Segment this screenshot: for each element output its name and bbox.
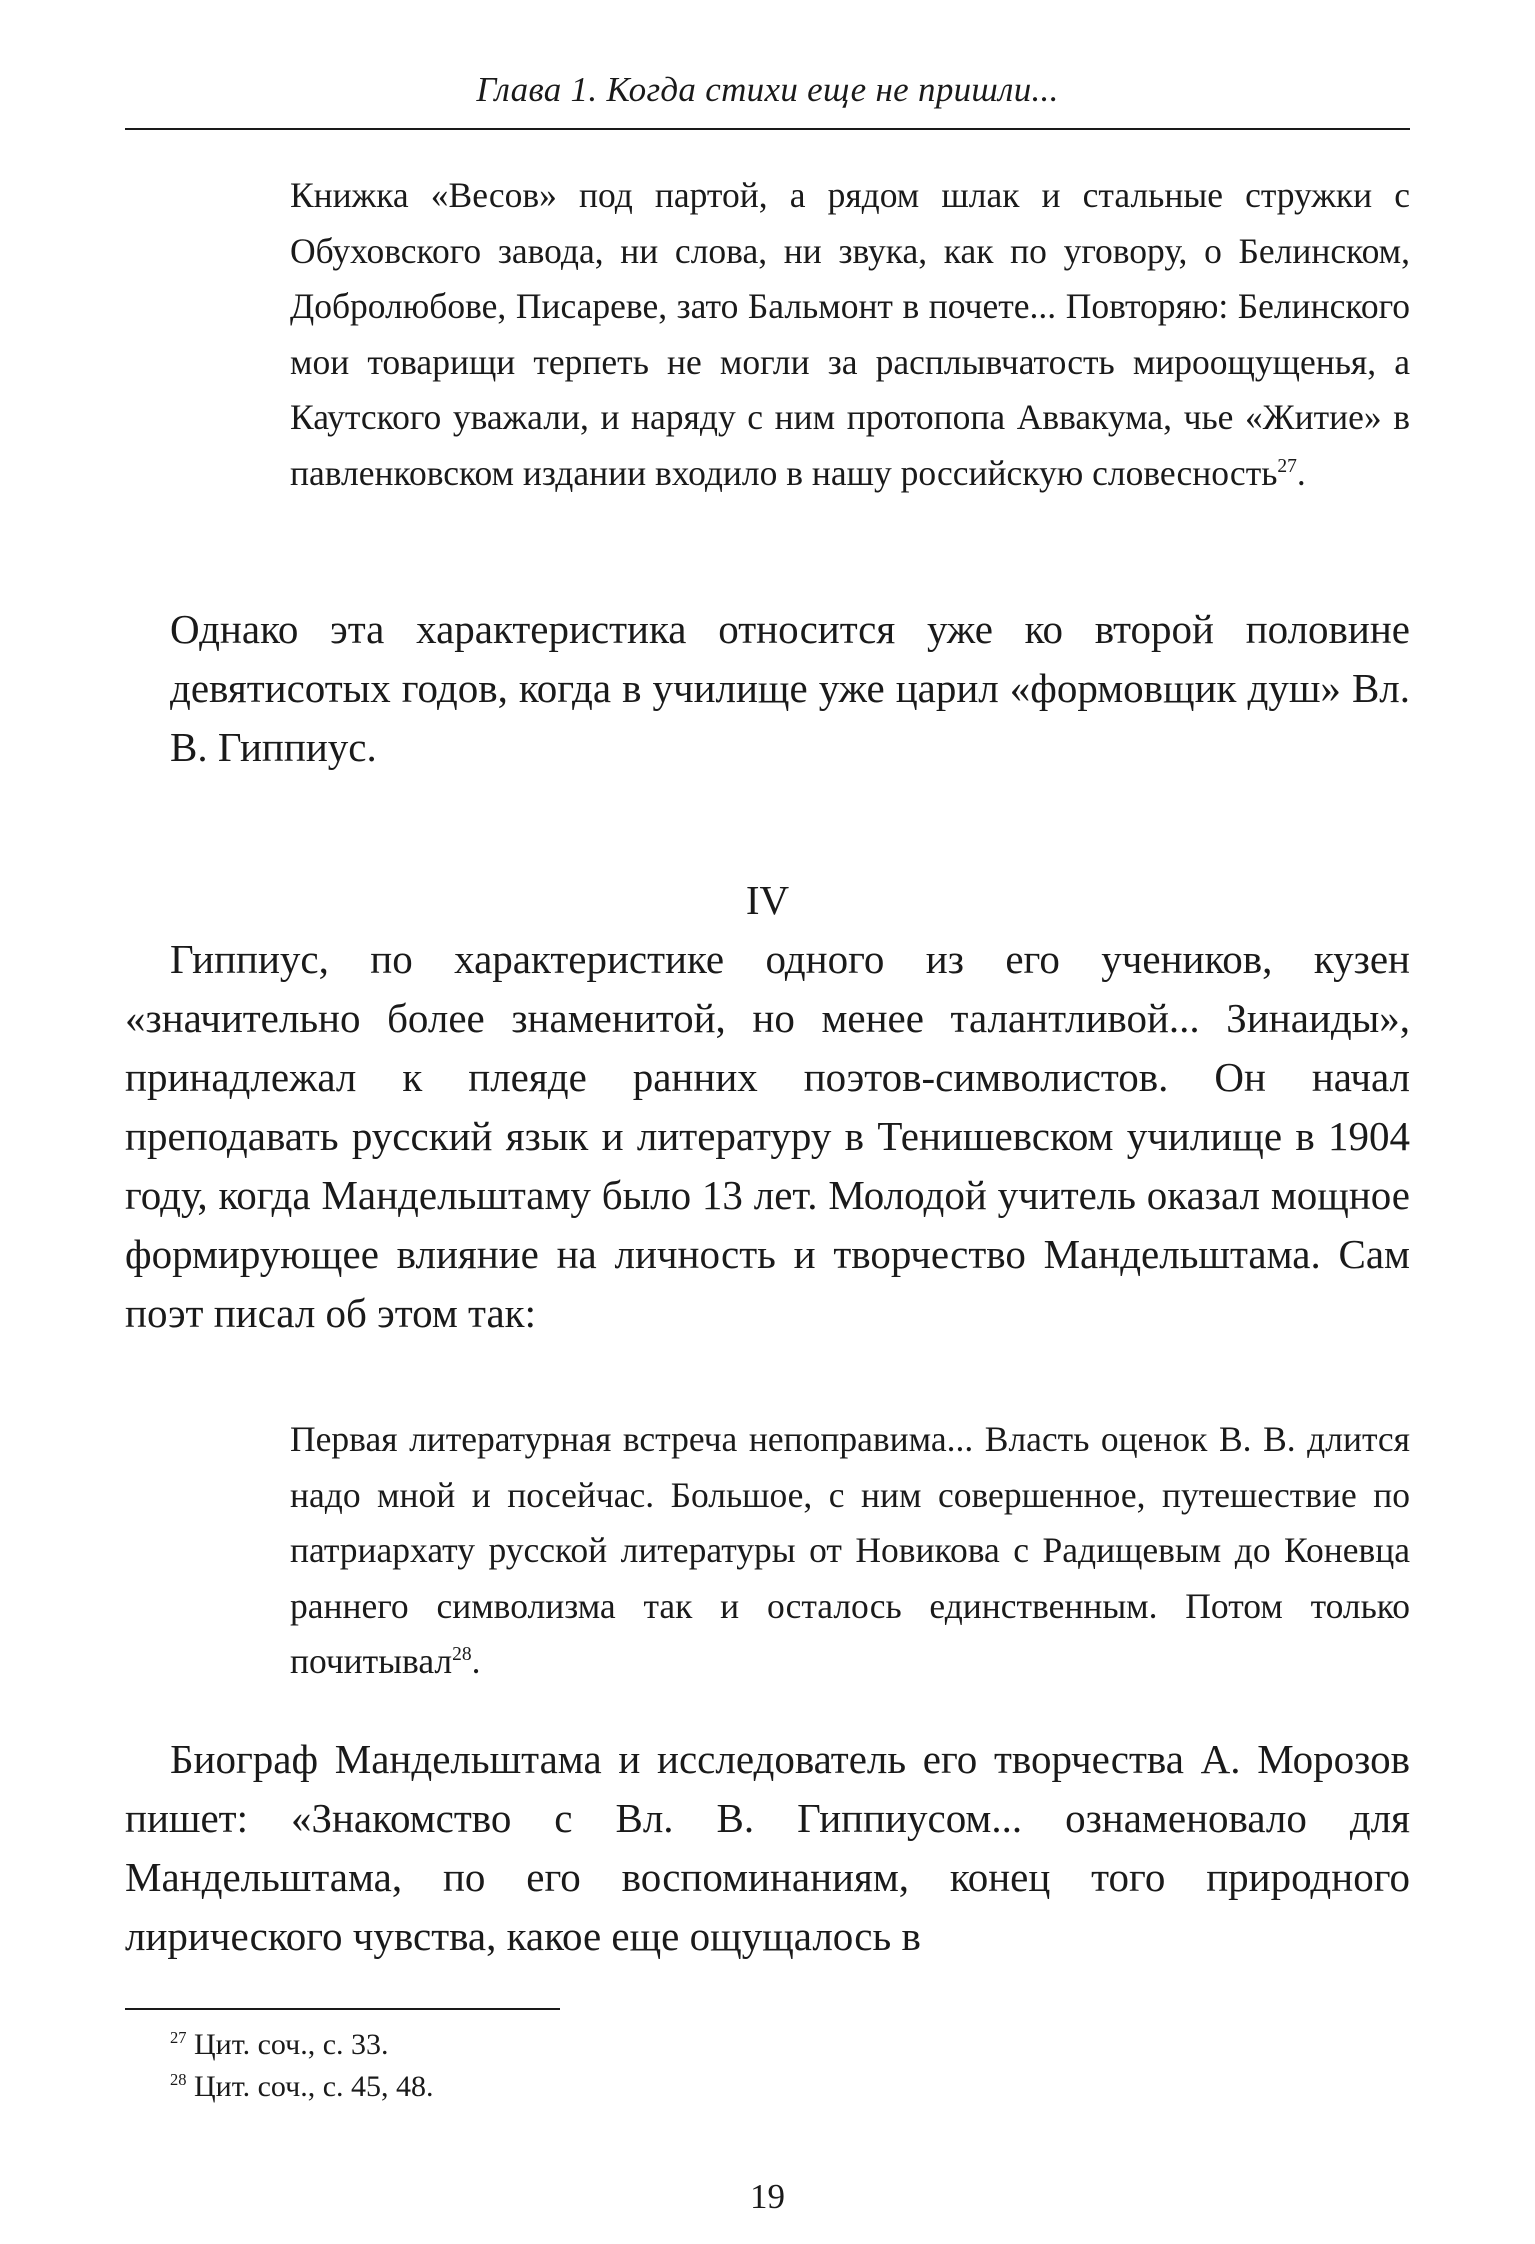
paragraph-1: Однако эта характеристика относится уже ко второй половине девятисотых годов, когда в училище уже царил «формовщик душ» Вл. В. Гиппиус. — [170, 606, 1410, 770]
quote-end: . — [471, 1641, 481, 1681]
block-quote-1 — [290, 168, 1410, 501]
footnote-ref: 28 — [452, 1644, 472, 1666]
running-head: Глава 1. Когда стихи еще не пришли... — [476, 70, 1059, 109]
block-quote-2 — [290, 1412, 1410, 1690]
section-number: IV — [745, 877, 790, 923]
footnote-text: Цит. соч., с. 45, 48. — [194, 2070, 434, 2103]
footnote-28 — [170, 2067, 434, 2107]
quote-text: Первая литературная встреча непоправима... Власть оценок В. В. длится надо мной и посейчас. Большое, с ним совершенное, путешествие по патриархату русской литературы от Новикова с Радищевым до Коневца раннего символизма так и осталось единственным. Потом только почитывал — [290, 1419, 1410, 1681]
footnote-rule — [125, 2008, 560, 2010]
footnote-number: 28 — [170, 2070, 187, 2089]
paragraph-3: Биограф Мандельштама и исследователь его творчества А. Морозов пишет: «Знакомство с Вл. В. Гиппиусом... ознаменовало для Мандельштама, по его воспоминаниям, конец того природного лирического чувства, какое еще ощущалось в — [125, 1736, 1410, 1959]
footnote-text: Цит. соч., с. 33. — [194, 2028, 389, 2061]
quote-text: Книжка «Весов» под партой, а рядом шлак и стальные стружки с Обуховского завода, ни слова, ни звука, как по уговору, о Белинском, Добролюбове, Писареве, зато Бальмонт в почете... Повторяю: Белинского мои товарищи терпеть не могли за расплывчатость мироощущенья, а Каутского уважали, и наряду с ним протопопа Аввакума, чье «Житие» в павленковском издании входило в нашу российскую словесность — [290, 175, 1410, 493]
footnote-number: 27 — [170, 2028, 187, 2047]
page-number: 19 — [750, 2177, 785, 2216]
paragraph-2: Гиппиус, по характеристике одного из его учеников, кузен «значительно более знаменитой, но менее талантливой... Зинаиды», принадлежал к плеяде ранних поэтов-символистов. Он начал преподавать русский язык и литературу в Тенишевском училище в 1904 году, когда Мандельштаму было 13 лет. Молодой учитель оказал мощное формирующее влияние на личность и творчество Мандельштама. Сам поэт писал об этом так: — [125, 936, 1410, 1336]
quote-end: . — [1296, 452, 1306, 493]
footnote-27 — [170, 2025, 389, 2065]
header-rule — [125, 128, 1410, 130]
footnote-ref: 27 — [1277, 455, 1297, 477]
